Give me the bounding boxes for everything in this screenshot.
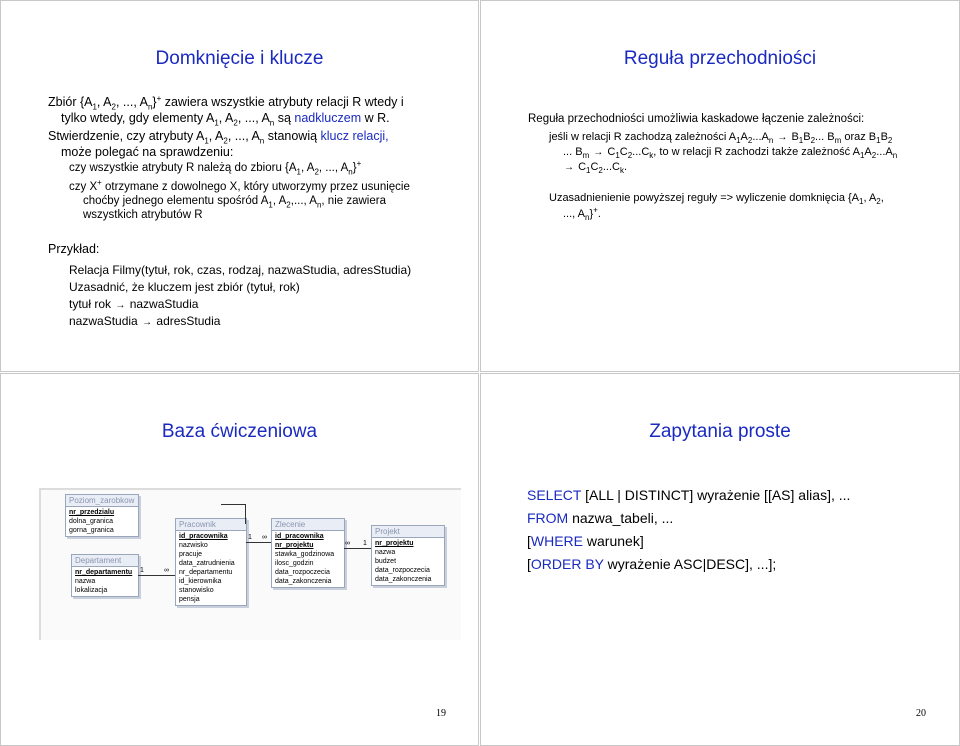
er-diagram	[39, 488, 461, 640]
example-line-3: tytuł rok → nazwaStudia	[69, 297, 199, 311]
arrow-icon: →	[142, 317, 153, 328]
slide-regula-przechodniosci	[480, 0, 960, 372]
example-line-2: Uzasadnić, że kluczem jest zbiór (tytuł, rok)	[69, 280, 300, 294]
example-label: Przykład:	[48, 242, 100, 256]
sql-from-line: FROM nazwa_tabeli, ...	[527, 510, 674, 526]
paragraph-2-line-1: Stwierdzenie, czy atrybuty $A_1$, $A_2$, ..., $A_n$ stanowią klucz relacji,	[48, 129, 389, 146]
entity-zlecenie: Zlecenie id_pracownika nr_projektu stawka_godzinowa ilosc_godzin data_rozpoczecia data_zakonczenia	[271, 518, 345, 588]
cardinality-label: 1	[140, 567, 144, 574]
cardinality-label: 1	[363, 540, 367, 547]
sql-select-line: SELECT [ALL | DISTINCT] wyrażenie [[AS] alias], ...	[527, 487, 851, 503]
sql-keyword: SELECT	[527, 487, 582, 503]
entity-projekt: Projekt nr_projektu nazwa budzet data_rozpoczecia data_zakonczenia	[371, 525, 445, 586]
term-klucz: klucz relacji,	[320, 129, 389, 143]
rule-line-3: → $C_1C_2...C_k$.	[564, 161, 628, 176]
arrow-icon: →	[115, 300, 126, 311]
cardinality-label: 1	[248, 534, 252, 541]
justification-line-2: ..., $A_n\}^+$.	[563, 205, 601, 223]
relation-zlecenie-projekt	[344, 548, 371, 549]
relation-pracownik-zlecenie	[246, 542, 271, 543]
bullet-1: czy wszystkie atrybuty R należą do zbioru {$A_1$, $A_2$, ..., $A_n\}^+$	[69, 159, 362, 177]
cardinality-label: ∞	[345, 540, 350, 547]
justification-line-1: Uzasadnienienie powyższej reguły => wyliczenie domknięcia {$A_1$, $A_2$,	[549, 192, 884, 207]
page-number: 20	[916, 708, 926, 719]
term-nadkluczem: nadkluczem	[294, 111, 362, 125]
bullet-2-line-1: czy X+ otrzymane z dowolnego X, który utworzymy przez usunięcie	[69, 178, 410, 193]
arrow-icon: →	[777, 132, 788, 143]
slide-zapytania-proste	[480, 373, 960, 746]
paragraph-1-line-1: Zbiór {$A_1$, $A_2$, ..., $A_n\}^+$ zawiera wszystkie atrybuty relacji R wtedy i	[48, 93, 404, 112]
paragraph-2-line-2: może polegać na sprawdzeniu:	[61, 145, 234, 159]
entity-pracownik: Pracownik id_pracownika nazwisko pracuje data_zatrudnienia nr_departamentu id_kierownika stanowisko pensja	[175, 518, 247, 606]
rule-line-1: jeśli w relacji R zachodzą zależności $A_1A_2...A_n \to B_1B_2$... $B_m$ oraz $B_1B_2$	[549, 131, 893, 146]
bullet-2-line-2: choćby jednego elementu spośród $A_1$, $A_2$,..., $A_n$, nie zawiera	[83, 195, 386, 210]
sql-keyword: WHERE	[530, 533, 584, 549]
sql-keyword: ORDER BY	[530, 556, 604, 572]
cardinality-label: ∞	[262, 534, 267, 541]
bullet-2-line-3: wszystkich atrybutów R	[83, 209, 203, 221]
page-number: 19	[436, 708, 446, 719]
entity-departament: Departament nr_departamentu nazwa lokalizacja	[71, 554, 139, 597]
relation-self-kierownik	[221, 504, 245, 505]
arrow-icon: →	[593, 147, 604, 158]
sql-keyword: FROM	[527, 510, 569, 526]
entity-poziom-zarobkow: Poziom_zarobkow nr_przedzialu dolna_granica gorna_granica	[65, 494, 139, 537]
relation-departament-pracownik	[138, 575, 175, 576]
slide-title: Zapytania proste	[649, 421, 791, 442]
example-line-1: Relacja Filmy(tytuł, rok, czas, rodzaj, nazwaStudia, adresStudia)	[69, 263, 412, 277]
relation-self-kierownik	[245, 504, 246, 524]
sql-order-by-line: [ORDER BY wyrażenie ASC|DESC], ...];	[527, 556, 777, 572]
slide-title: Domknięcie i klucze	[155, 48, 324, 69]
slide-title: Baza ćwiczeniowa	[161, 421, 318, 442]
arrow-icon: →	[564, 162, 574, 173]
slide-title: Reguła przechodniości	[623, 48, 817, 69]
sql-where-line: [WHERE warunek]	[527, 533, 644, 549]
cardinality-label: ∞	[164, 567, 169, 574]
example-line-4: nazwaStudia → adresStudia	[69, 314, 221, 328]
paragraph-1-line-2: tylko wtedy, gdy elementy $A_1$, $A_2$, ..., $A_n$ są nadkluczem w R.	[61, 111, 390, 128]
rule-line-2: ... $B_m \to C_1C_2...C_k$, to w relacji R zachodzi także zależność $A_1A_2...A_n$	[563, 146, 898, 161]
intro-text: Reguła przechodniości umożliwia kaskadowe łączenie zależności:	[528, 113, 865, 125]
slide-domkniecie	[0, 0, 479, 372]
slide-baza-cwiczeniowa	[0, 373, 479, 746]
